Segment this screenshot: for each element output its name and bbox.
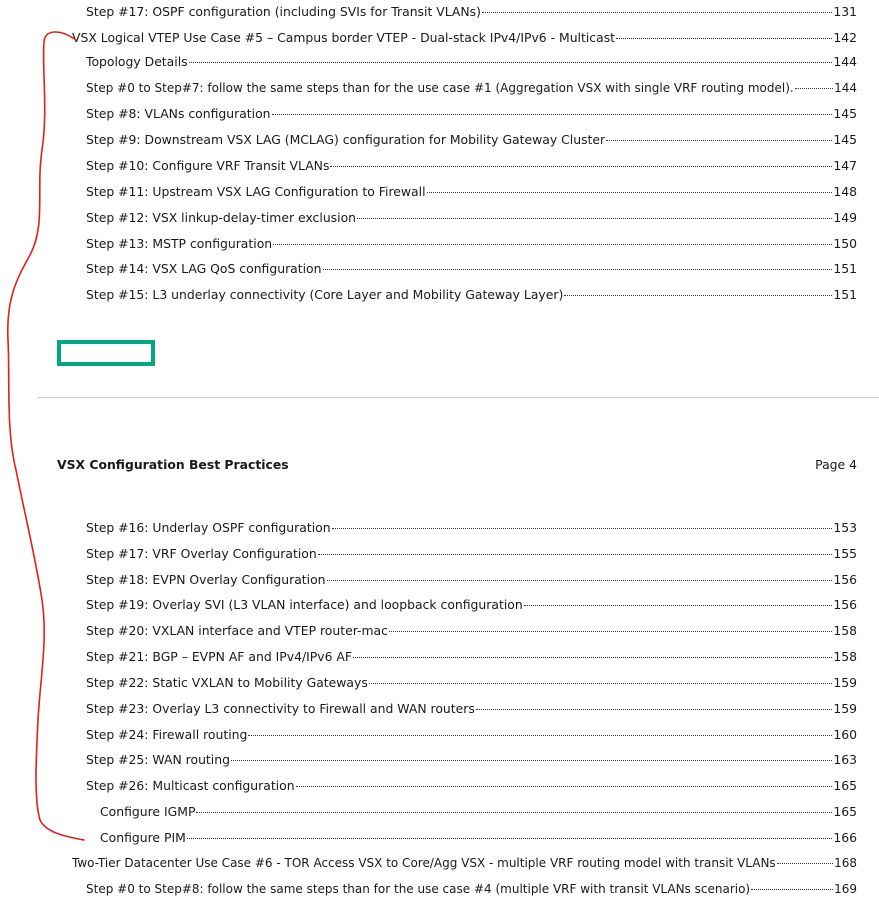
toc-entry-page: 165: [833, 778, 857, 793]
dot-leader: [187, 838, 833, 839]
dot-leader: [616, 38, 832, 39]
toc-entry[interactable]: [86, 751, 857, 769]
toc-entry-page: 158: [833, 623, 857, 638]
toc-entry-page: 131: [833, 4, 857, 19]
page-header-title: VSX Configuration Best Practices: [57, 457, 289, 472]
toc-entry-title: Step #20: VXLAN interface and VTEP router-mac: [86, 623, 388, 638]
toc-entry-page: 158: [833, 649, 857, 664]
toc-entry-page: 145: [833, 106, 857, 121]
dot-leader: [272, 114, 833, 115]
dot-leader: [332, 528, 833, 529]
toc-entry-title: Step #19: Overlay SVI (L3 VLAN interface) and loopback configuration: [86, 597, 523, 612]
toc-entry-title: VSX Logical VTEP Use Case #5 – Campus border VTEP - Dual-stack IPv4/IPv6 - Multicast: [72, 30, 616, 45]
toc-entry-page: 156: [833, 572, 857, 587]
toc-entry-page: 163: [833, 752, 857, 767]
toc-entry[interactable]: [72, 29, 857, 47]
toc-entry-title: Step #0 to Step#8: follow the same steps than for the use case #4 (multiple VRF with transit VLANs scenario): [86, 882, 751, 896]
toc-entry[interactable]: [86, 674, 857, 692]
toc-entry-title: Step #14: VSX LAG QoS configuration: [86, 261, 322, 276]
toc-entry-page: 159: [833, 675, 857, 690]
toc-entry-page: 155: [833, 546, 857, 561]
toc-entry[interactable]: [86, 209, 857, 227]
toc-entry-title: Configure PIM: [100, 830, 186, 845]
toc-entry-page: 165: [833, 804, 857, 819]
toc-entry-page: 142: [833, 30, 857, 45]
dot-leader: [323, 269, 833, 270]
dot-leader: [369, 683, 833, 684]
toc-entry-page: 166: [833, 830, 857, 845]
dot-leader: [751, 889, 833, 890]
toc-entry[interactable]: [86, 3, 857, 21]
dot-leader: [482, 12, 832, 13]
toc-entry-title: Topology Details: [86, 54, 188, 69]
hpe-logo-icon: [57, 340, 155, 366]
page-separator: [38, 397, 879, 398]
toc-entry-page: 144: [834, 81, 857, 95]
toc-entry[interactable]: [86, 648, 857, 666]
toc-entry[interactable]: [86, 235, 857, 253]
toc-entry[interactable]: [100, 829, 857, 847]
toc-entry-title: Two-Tier Datacenter Use Case #6 - TOR Access VSX to Core/Agg VSX - multiple VRF routing model with transit VLANs: [72, 856, 776, 870]
toc-entry-title: Step #10: Configure VRF Transit VLANs: [86, 158, 330, 173]
toc-entry-title: Step #17: OSPF configuration (including SVIs for Transit VLANs): [86, 4, 481, 19]
toc-entry-page: 145: [833, 132, 857, 147]
toc-entry[interactable]: [72, 854, 857, 872]
toc-entry-title: Step #22: Static VXLAN to Mobility Gateways: [86, 675, 368, 690]
toc-entry-page: 159: [833, 701, 857, 716]
toc-entry-title: Step #21: BGP – EVPN AF and IPv4/IPv6 AF: [86, 649, 353, 664]
toc-entry-title: Step #23: Overlay L3 connectivity to Firewall and WAN routers: [86, 701, 475, 716]
dot-leader: [389, 631, 832, 632]
dot-leader: [427, 192, 833, 193]
dot-leader: [296, 786, 833, 787]
toc-entry-title: Step #8: VLANs configuration: [86, 106, 271, 121]
toc-entry-page: 149: [833, 210, 857, 225]
toc-entry-page: 148: [833, 184, 857, 199]
toc-entry-title: Step #26: Multicast configuration: [86, 778, 295, 793]
toc-entry-title: Step #0 to Step#7: follow the same steps than for the use case #1 (Aggregation VSX with single VRF routing model).: [86, 81, 794, 95]
dot-leader: [564, 295, 832, 296]
dot-leader: [476, 709, 833, 710]
dot-leader: [318, 554, 833, 555]
toc-entry-title: Step #9: Downstream VSX LAG (MCLAG) configuration for Mobility Gateway Cluster: [86, 132, 606, 147]
toc-entry-page: 150: [833, 236, 857, 251]
dot-leader: [777, 863, 833, 864]
toc-entry[interactable]: [86, 157, 857, 175]
toc-entry-page: 168: [834, 856, 857, 870]
toc-entry[interactable]: [86, 545, 857, 563]
toc-entry[interactable]: [100, 803, 857, 821]
toc-entry-page: 144: [833, 54, 857, 69]
dot-leader: [524, 605, 833, 606]
toc-entry[interactable]: [86, 622, 857, 640]
toc-entry[interactable]: [86, 777, 857, 795]
toc-entry[interactable]: [86, 596, 857, 614]
toc-entry[interactable]: [86, 183, 857, 201]
toc-entry[interactable]: [86, 79, 857, 97]
toc-entry[interactable]: [86, 286, 857, 304]
toc-entry[interactable]: [86, 53, 857, 71]
toc-entry-page: 153: [833, 520, 857, 535]
dot-leader: [196, 812, 832, 813]
toc-entry-title: Configure IGMP: [100, 804, 196, 819]
toc-entry-title: Step #24: Firewall routing: [86, 727, 248, 742]
toc-entry[interactable]: [86, 700, 857, 718]
toc-entry-page: 169: [834, 882, 857, 896]
dot-leader: [231, 760, 832, 761]
toc-entry[interactable]: [86, 726, 857, 744]
toc-entry[interactable]: [86, 105, 857, 123]
toc-entry[interactable]: [86, 131, 857, 149]
dot-leader: [606, 140, 832, 141]
dot-leader: [357, 218, 832, 219]
toc-entry-title: Step #17: VRF Overlay Configuration: [86, 546, 317, 561]
dot-leader: [248, 735, 832, 736]
toc-entry-title: Step #18: EVPN Overlay Configuration: [86, 572, 326, 587]
dot-leader: [795, 88, 833, 89]
toc-entry[interactable]: [86, 519, 857, 537]
toc-entry-title: Step #13: MSTP configuration: [86, 236, 273, 251]
toc-entry-page: 147: [833, 158, 857, 173]
dot-leader: [353, 657, 832, 658]
toc-entry-page: 151: [833, 287, 857, 302]
dot-leader: [330, 166, 832, 167]
toc-entry-page: 156: [833, 597, 857, 612]
dot-leader: [327, 580, 833, 581]
hand-drawn-bracket-icon: [8, 32, 84, 840]
toc-entry[interactable]: [86, 571, 857, 589]
toc-entry-title: Step #25: WAN routing: [86, 752, 230, 767]
toc-entry-page: 160: [833, 727, 857, 742]
toc-entry-page: 151: [833, 261, 857, 276]
toc-entry-title: Step #16: Underlay OSPF configuration: [86, 520, 331, 535]
toc-entry[interactable]: [86, 260, 857, 278]
toc-entry-title: Step #15: L3 underlay connectivity (Core Layer and Mobility Gateway Layer): [86, 287, 564, 302]
dot-leader: [189, 62, 833, 63]
dot-leader: [273, 244, 832, 245]
page-number: Page 4: [815, 457, 857, 472]
toc-entry-title: Step #12: VSX linkup-delay-timer exclusion: [86, 210, 356, 225]
toc-entry[interactable]: [86, 880, 857, 898]
toc-entry-title: Step #11: Upstream VSX LAG Configuration to Firewall: [86, 184, 426, 199]
